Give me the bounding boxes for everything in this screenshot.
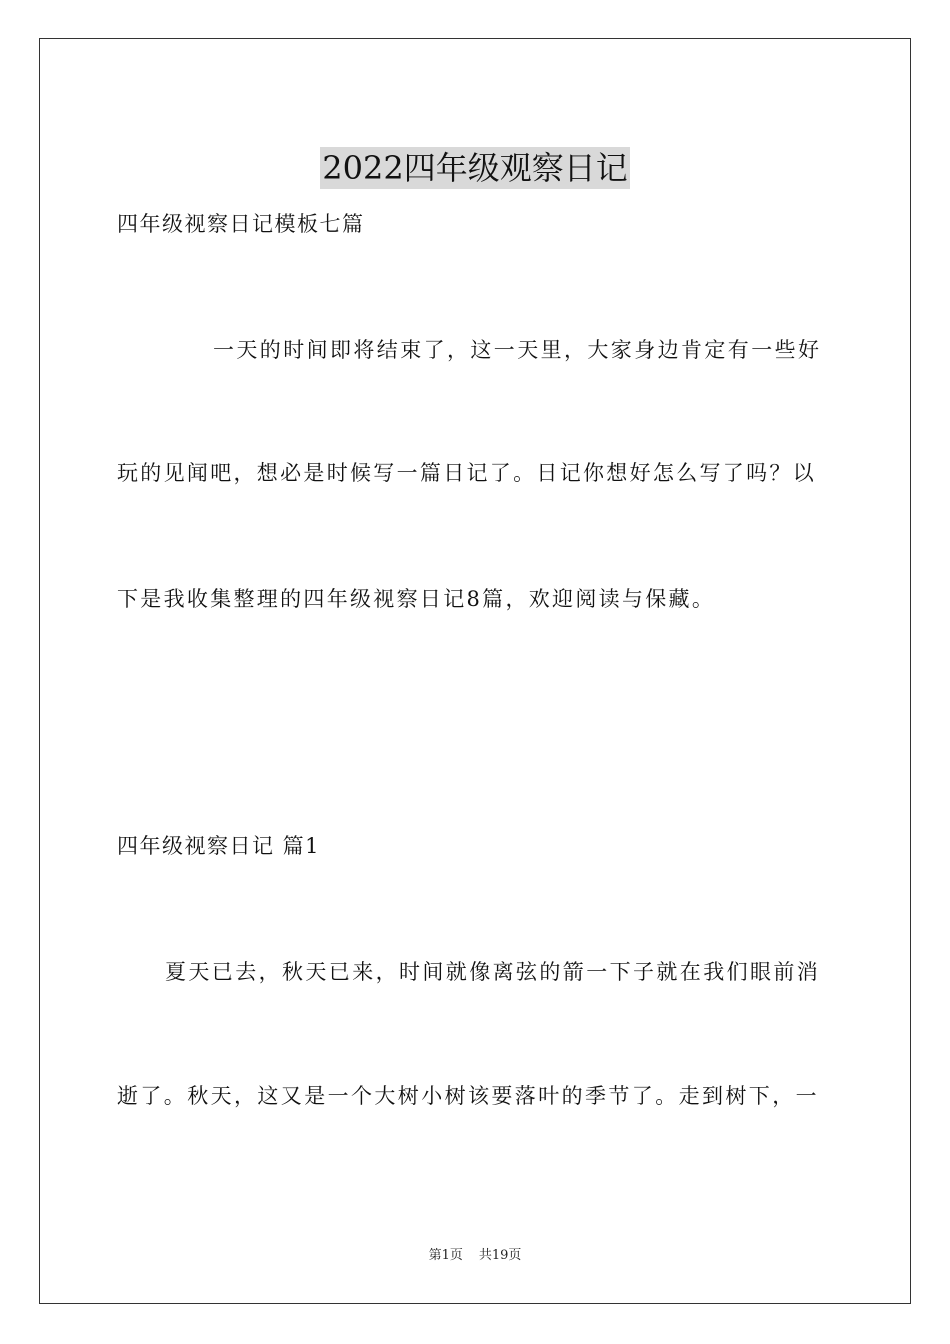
intro-line-2: 玩的见闻吧，想必是时候写一篇日记了。日记你想好怎么写了吗？以 bbox=[117, 461, 816, 485]
document-title: 2022四年级观察日记 bbox=[322, 149, 628, 188]
page-total: 共19页 bbox=[478, 1248, 522, 1263]
title-container bbox=[0, 126, 950, 211]
document-subtitle: 四年级视察日记模板七篇 bbox=[117, 212, 365, 236]
intro-line-1: 一天的时间即将结束了，这一天里，大家身边肯定有一些好 bbox=[213, 338, 822, 362]
page-footer bbox=[0, 1247, 950, 1265]
section-line-1: 夏天已去，秋天已来，时间就像离弦的箭一下子就在我们眼前消 bbox=[165, 960, 821, 984]
section-line-2: 逝了。秋天，这又是一个大树小树该要落叶的季节了。走到树下，一 bbox=[117, 1084, 819, 1108]
page-number: 第1页 bbox=[428, 1248, 463, 1263]
section-heading: 四年级视察日记 篇1 bbox=[117, 834, 321, 858]
intro-line-3: 下是我收集整理的四年级视察日记8篇，欢迎阅读与保藏。 bbox=[117, 587, 716, 611]
